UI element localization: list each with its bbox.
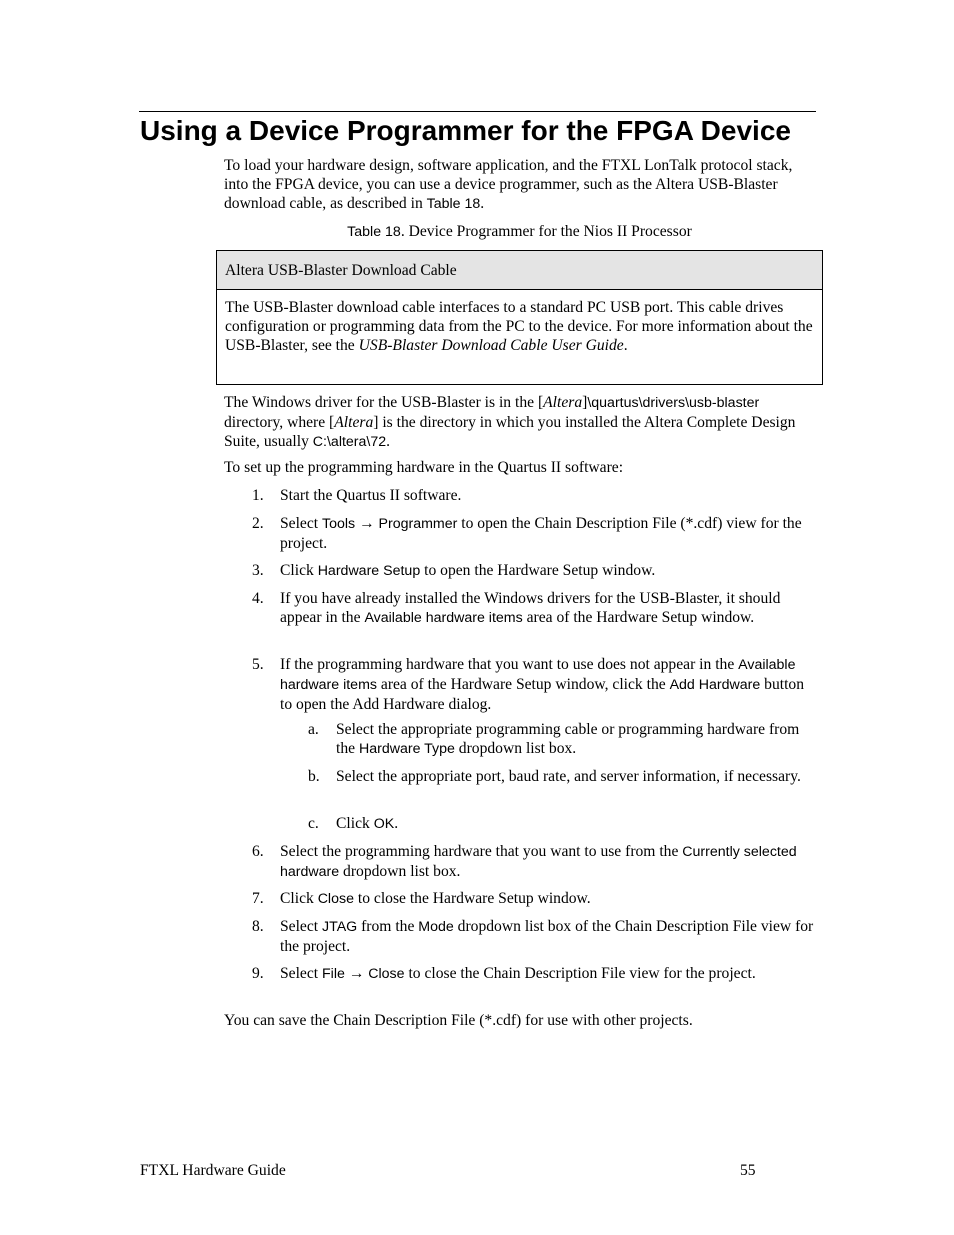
install-path: C:\altera\72: [312, 434, 387, 450]
closing-paragraph: You can save the Chain Description File (*.cdf) for use with other projects.: [224, 1012, 693, 1029]
table-header-cell: Altera USB-Blaster Download Cable: [217, 251, 823, 290]
driver-paragraph: The Windows driver for the USB-Blaster is in the [Altera]\quartus\drivers\usb-blaster directory, where [Altera] is the directory in which you installed the Altera Complete Design Suite, usually C:\altera\72.: [224, 394, 796, 450]
page-heading: Using a Device Programmer for the FPGA Device: [140, 115, 791, 146]
setup-intro: To set up the programming hardware in the Quartus II software:: [224, 459, 624, 476]
table-caption: Table 18. Device Programmer for the Nios II Processor: [347, 223, 692, 240]
table-reference-link[interactable]: Table 18: [426, 196, 481, 212]
table-cell: The USB-Blaster download cable interfaces to a standard PC USB port. This cable drives configuration or programming data from the PC to the device. For more information about the USB-Blaster, see the USB-Blaster Download Cable User Guide.: [217, 290, 823, 385]
table-header-row: [217, 251, 823, 290]
intro-paragraph: To load your hardware design, software application, and the FTXL LonTalk protocol stack, into the FPGA device, you can use a device programmer, such as the Altera USB-Blaster download cable, as described in Table 18.: [224, 157, 793, 212]
heading-rule: [139, 111, 816, 112]
device-programmer-table: [216, 250, 823, 385]
driver-path: \quartus\drivers\usb-blaster: [587, 395, 760, 411]
table-row: [217, 290, 823, 385]
page-number: 55: [740, 1162, 756, 1179]
footer-doc-title: FTXL Hardware Guide: [140, 1162, 286, 1179]
